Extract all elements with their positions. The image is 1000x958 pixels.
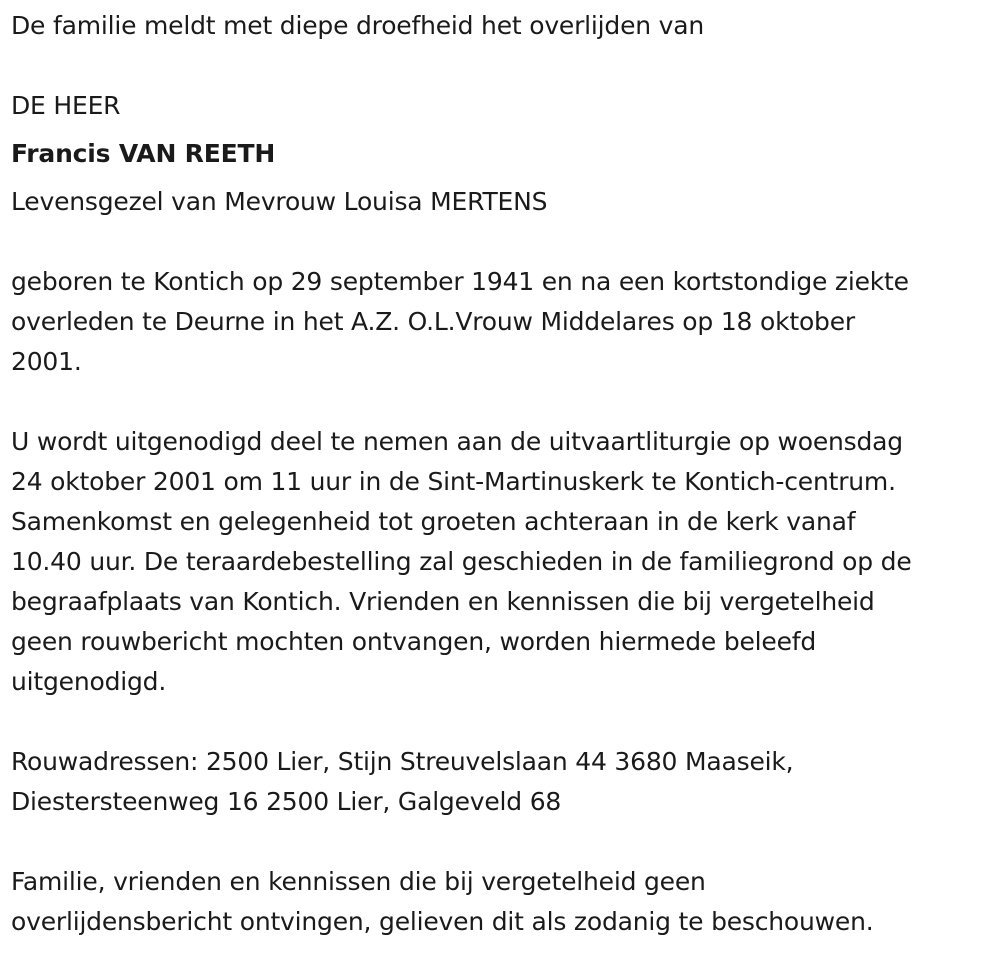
birth-death-paragraph <box>11 262 909 382</box>
deceased-name: Francis VAN REETH <box>11 139 276 168</box>
paragraph-line: Familie, vrienden en kennissen die bij vergetelheid geen <box>11 867 706 896</box>
paragraph-line: geen rouwbericht mochten ontvangen, worden hiermede beleefd <box>11 627 817 656</box>
paragraph-line: Rouwadressen: 2500 Lier, Stijn Streuvelslaan 44 3680 Maaseik, <box>11 747 794 776</box>
paragraph-line: geboren te Kontich op 29 september 1941 en na een kortstondige ziekte <box>11 267 909 296</box>
mourning-addresses-paragraph <box>11 742 793 822</box>
intro-text: De familie meldt met diepe droefheid het overlijden van <box>11 11 705 40</box>
closing-paragraph <box>11 862 874 942</box>
paragraph-line: 2001. <box>11 347 82 376</box>
paragraph-line: begraafplaats van Kontich. Vrienden en kennissen die bij vergetelheid <box>11 587 875 616</box>
funeral-invitation-paragraph <box>11 422 912 702</box>
paragraph-line: Diestersteenweg 16 2500 Lier, Galgeveld 68 <box>11 787 562 816</box>
partner-line: Levensgezel van Mevrouw Louisa MERTENS <box>11 187 548 216</box>
honorific-title: DE HEER <box>11 91 121 120</box>
paragraph-line: 10.40 uur. De teraardebestelling zal geschieden in de familiegrond op de <box>11 547 912 576</box>
paragraph-line: overlijdensbericht ontvingen, gelieven dit als zodanig te beschouwen. <box>11 907 874 936</box>
paragraph-line: uitgenodigd. <box>11 667 167 696</box>
paragraph-line: Samenkomst en gelegenheid tot groeten achteraan in de kerk vanaf <box>11 507 856 536</box>
paragraph-line: overleden te Deurne in het A.Z. O.L.Vrouw Middelares op 18 oktober <box>11 307 855 336</box>
paragraph-line: U wordt uitgenodigd deel te nemen aan de uitvaartliturgie op woensdag <box>11 427 903 456</box>
paragraph-line: 24 oktober 2001 om 11 uur in de Sint-Martinuskerk te Kontich-centrum. <box>11 467 896 496</box>
